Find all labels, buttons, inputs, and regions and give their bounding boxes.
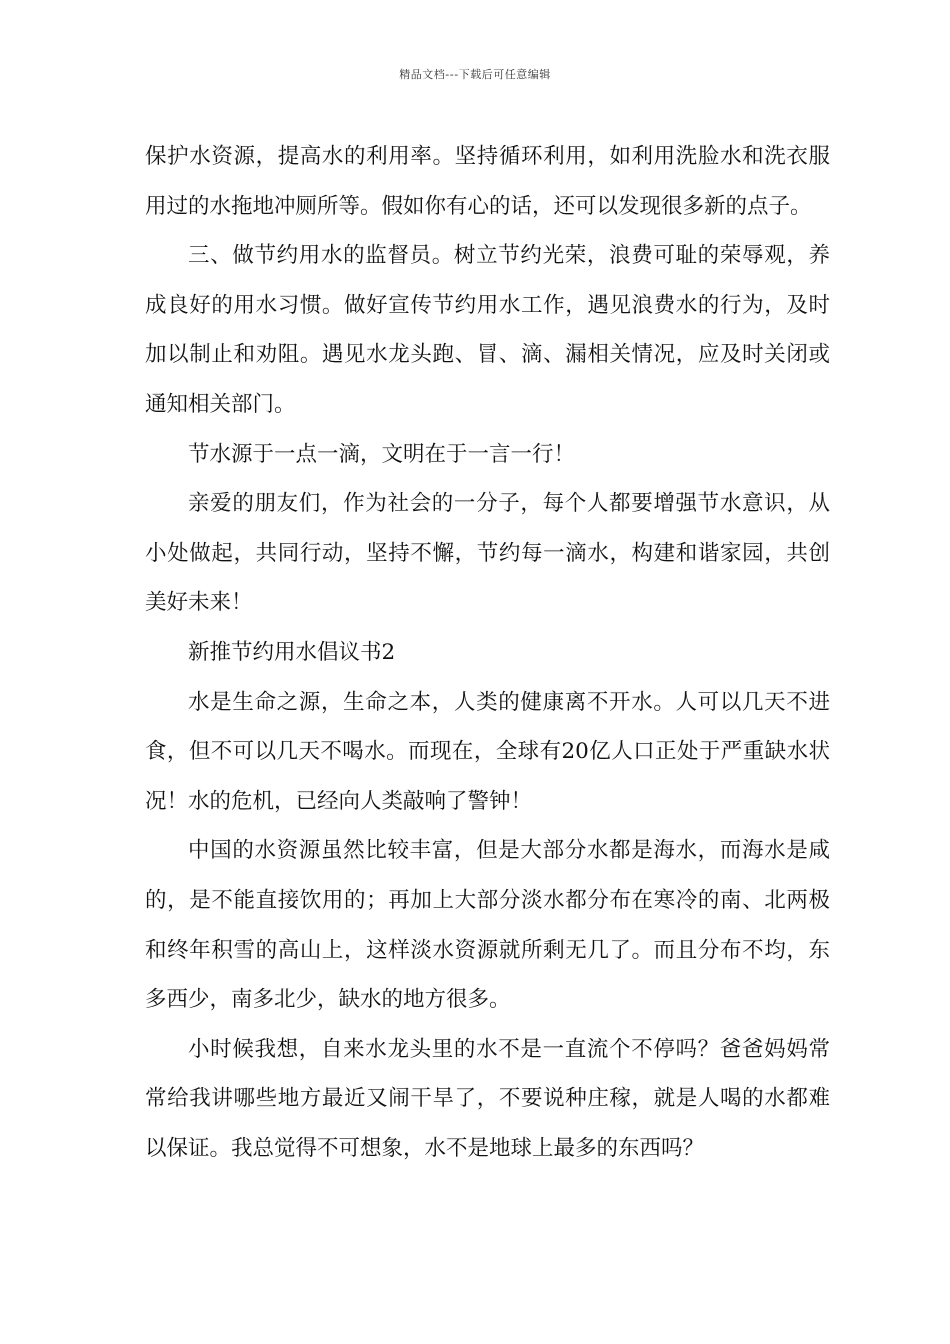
document-body [145, 132, 830, 1173]
paragraph: 保护水资源，提高水的利用率。坚持循环利用，如利用洗脸水和洗衣服用过的水拖地冲厕所等。假如你有心的话，还可以发现很多新的点子。 [145, 144, 830, 219]
paragraph: 节水源于一点一滴，文明在于一言一行！ [188, 441, 576, 467]
paragraph: 小时候我想，自来水龙头里的水不是一直流个不停吗？爸爸妈妈常常给我讲哪些地方最近又闹干旱了，不要说种庄稼，就是人喝的水都难以保证。我总觉得不可想象，水不是地球上最多的东西吗？ [145, 1036, 830, 1161]
section-heading: 新推节约用水倡议书2 [188, 639, 396, 665]
paragraph: 水是生命之源，生命之本，人类的健康离不开水。人可以几天不进食，但不可以几天不喝水。而现在，全球有20亿人口正处于严重缺水状况！水的危机，已经向人类敲响了警钟！ [145, 689, 830, 814]
paragraph: 亲爱的朋友们，作为社会的一分子，每个人都要增强节水意识，从小处做起，共同行动，坚持不懈，节约每一滴水，构建和谐家园，共创美好未来！ [145, 491, 830, 616]
paragraph: 三、做节约用水的监督员。树立节约光荣，浪费可耻的荣辱观，养成良好的用水习惯。做好宣传节约用水工作，遇见浪费水的行为，及时加以制止和劝阻。遇见水龙头跑、冒、滴、漏相关情况，应及时关闭或通知相关部门。 [145, 243, 830, 417]
page-header: 精品文档---下载后可任意编辑 [399, 68, 551, 81]
paragraph: 中国的水资源虽然比较丰富，但是大部分水都是海水，而海水是咸的，是不能直接饮用的；再加上大部分淡水都分布在寒冷的南、北两极和终年积雪的高山上，这样淡水资源就所剩无几了。而且分布不均，东多西少，南多北少，缺水的地方很多。 [145, 838, 830, 1013]
